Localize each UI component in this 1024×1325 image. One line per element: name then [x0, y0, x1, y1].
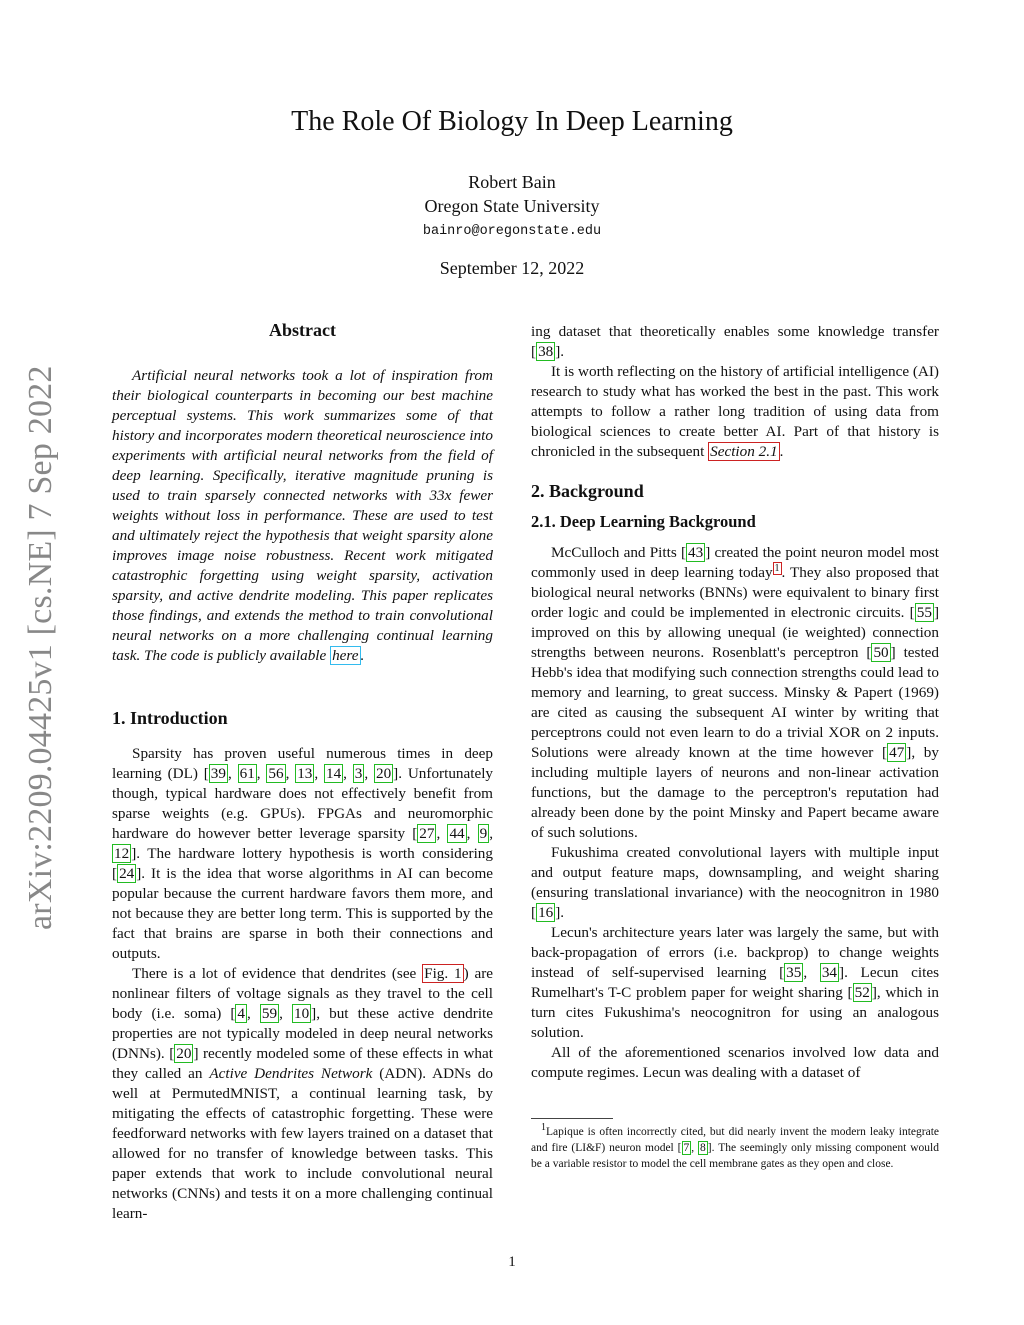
citation[interactable]: 16	[538, 904, 554, 921]
citation[interactable]: 55	[916, 604, 932, 621]
footnote: $^1$Lapique is often incorrectly cited, but did nearly invent the modern leaky integrate and fire (LI&F) neuron model [ 7 , 8 ]. The seemingly only missing component would be a variable resistor to model the cell membrane gates as they open and close.	[531, 1122, 939, 1170]
fukushima-paragraph: Fukushima created convolutional layers with multiple input and output feature maps, downsampling, and weight sharing (ensuring translational invariance) with the neocognitron in 1980 [ 16 ].	[531, 844, 939, 921]
footnote-number: 1	[541, 1122, 546, 1134]
section-link[interactable]: Section 2.1	[710, 443, 778, 460]
citation[interactable]: 52	[854, 984, 870, 1001]
citation[interactable]: 47	[889, 744, 905, 761]
figure-link[interactable]: Fig. 1	[424, 965, 462, 982]
citation[interactable]: 10	[293, 1005, 310, 1022]
abstract-text: Artificial neural networks took a lot of inspiration from their biological counterparts in becoming our best machine perceptual systems. This work summarizes some of that history and incorporates modern theoretical neuroscience into experiments with artificial neural networks from the field of deep learning. Specifically, iterative magnitude pruning is used to train sparsely connected networks with 33x fewer weights without loss in performance. These are used to test and ultimately reject the hypothesis that weight sparsity alone improves image noise robustness. Recent work mitigated catastrophic forgetting using weight sparsity, activation sparsity, and active dendrite modeling. This paper replicates those findings, and extends the method to train convolutional neural networks on a more challenging continual learning task. The code is publicly available	[112, 367, 493, 664]
dl-background-heading: 2.1. Deep Learning Background	[531, 512, 756, 531]
citation[interactable]: 50	[873, 644, 889, 661]
abstract-end: .	[360, 647, 365, 664]
lecun-paragraph: Lecun's architecture years later was largely the same, but with back-propagation of errors (i.e. backprop) to change weights instead of self-supervised learning [ 35 , 34 ]. Lecun cites Rumelhart's T-C problem paper for weight sharing [ 52 ], which in turn cites Fukushima's neocognitron for using an analogous solution.	[531, 924, 940, 1041]
abstract-heading: Abstract	[269, 320, 336, 340]
page-number: 1	[508, 1254, 516, 1270]
citation[interactable]: 14	[325, 765, 342, 782]
citation[interactable]: 12	[114, 845, 130, 862]
citation[interactable]: 3	[354, 765, 363, 782]
citation[interactable]: 24	[119, 865, 135, 882]
citation[interactable]: 20	[375, 765, 392, 782]
citation[interactable]: 39	[210, 765, 226, 782]
arxiv-identifier: arXiv:2209.04425v1 [cs.NE] 7 Sep 2022	[22, 365, 59, 930]
citation[interactable]: 34	[821, 964, 838, 981]
footnote-rule	[531, 1118, 613, 1119]
continued-paragraph: ing dataset that theoretically enables some knowledge transfer [ 38 ].	[531, 323, 939, 360]
paper-title: The Role Of Biology In Deep Learning	[291, 106, 733, 137]
citation[interactable]: 7	[683, 1142, 690, 1154]
citation[interactable]: 44	[449, 825, 465, 842]
citation[interactable]: 56	[268, 765, 284, 782]
citation[interactable]: 38	[538, 343, 554, 360]
citation[interactable]: 20	[176, 1045, 192, 1062]
author-name: Robert Bain	[468, 172, 556, 192]
history-paragraph: It is worth reflecting on the history of artificial intelligence (AI) research to study what has worked the best in the past. This work attempts to follow a rather long tradition of using data from biological sciences to create better AI. Part of that history is chronicled in the subsequent Section 2.1 .	[531, 363, 939, 460]
background-heading: 2. Background	[531, 481, 644, 501]
citation[interactable]: 13	[297, 765, 313, 782]
footnote-marker[interactable]: 1	[774, 562, 780, 574]
citation[interactable]: 8	[700, 1142, 706, 1154]
scenarios-paragraph: All of the aforementioned scenarios involved low data and compute regimes. Lecun was dealing with a dataset of	[531, 1044, 939, 1081]
citation[interactable]: 59	[261, 1005, 278, 1022]
citation[interactable]: 27	[419, 825, 435, 842]
citation[interactable]: 61	[239, 765, 255, 782]
citation[interactable]: 4	[237, 1005, 246, 1022]
citation[interactable]: 9	[479, 825, 488, 842]
paper-date: September 12, 2022	[439, 258, 585, 278]
citation[interactable]: 43	[688, 544, 704, 561]
author-email: bainro@oregonstate.edu	[422, 224, 602, 239]
introduction-section	[112, 708, 493, 1224]
mcculloch-paragraph: McCulloch and Pitts [ 43 ] created the point neuron model most commonly used in deep learning today $^1$ . They also proposed that biological neural networks (BNNs) were equivalent to binary first order logic and could be implemented in electronic circuits. [ 55 ] improved on this by allowing unequal (ie weighted) connection strengths between neurons. Rosenblatt's perceptron [ 50 ] tested Hebb's idea that modifying such connection strengths could lead to memory and learning, to great success. Minsky & Papert (1969) are cited as causing the subsequent AI winter by writing that perceptrons could not even learn to do a trivial XOR on 2 inputs. Solutions were already known at the time however [ 47 ], by including multiple layers of neurons and non-linear activation functions, but the damage to the perceptron's reputation had already been done by the point Minsky and Papert became aware of such solutions.	[531, 544, 940, 841]
abstract-body	[112, 366, 493, 666]
right-column	[531, 322, 939, 1083]
author-affiliation: Oregon State University	[424, 196, 600, 216]
intro-paragraph-1: Sparsity has proven useful numerous times in deep learning (DL) [ 39 , 61 , 56 , 13 , 14 , 3 , 20 ]. Unfortunately though, typical hardware does not effectively benefit from sparse weights (e.g. GPUs). FPGAs and neuromorphic hardware do however better leverage sparsity [ 27 , 44 , 9 , 12 ]. The hardware lottery hypothesis is worth considering [ 24 ]. It is the idea that worse algorithms in AI can become popular because the current hardware favors them more, and not because they are better long term. This is supported by the fact that brains are sparse in both their connections and outputs.	[112, 745, 494, 962]
intro-paragraph-2: There is a lot of evidence that dendrites (see Fig. 1 ) are nonlinear filters of voltage signals as they travel to the cell body (i.e. soma) [ 4 , 59 , 10 ], but these active dendrite properties are not typically modeled in deep neural networks (DNNs). [ 20 ] recently modeled some of these effects in what they called an Active Dendrites Network (ADN). ADNs do well at PermutedMNIST, a continual learning task, by mitigating the effects of catastrophic forgetting. These were feedforward networks with few layers trained on a dataset that allowed for no transfer of knowledge between tasks. This paper extends that work to include convolutional neural networks (CNNs) and tests it on a more challenging continual learn-	[112, 965, 494, 1222]
citation[interactable]: 35	[786, 964, 802, 981]
code-link[interactable]: here	[332, 647, 359, 664]
introduction-heading: 1. Introduction	[112, 708, 228, 728]
